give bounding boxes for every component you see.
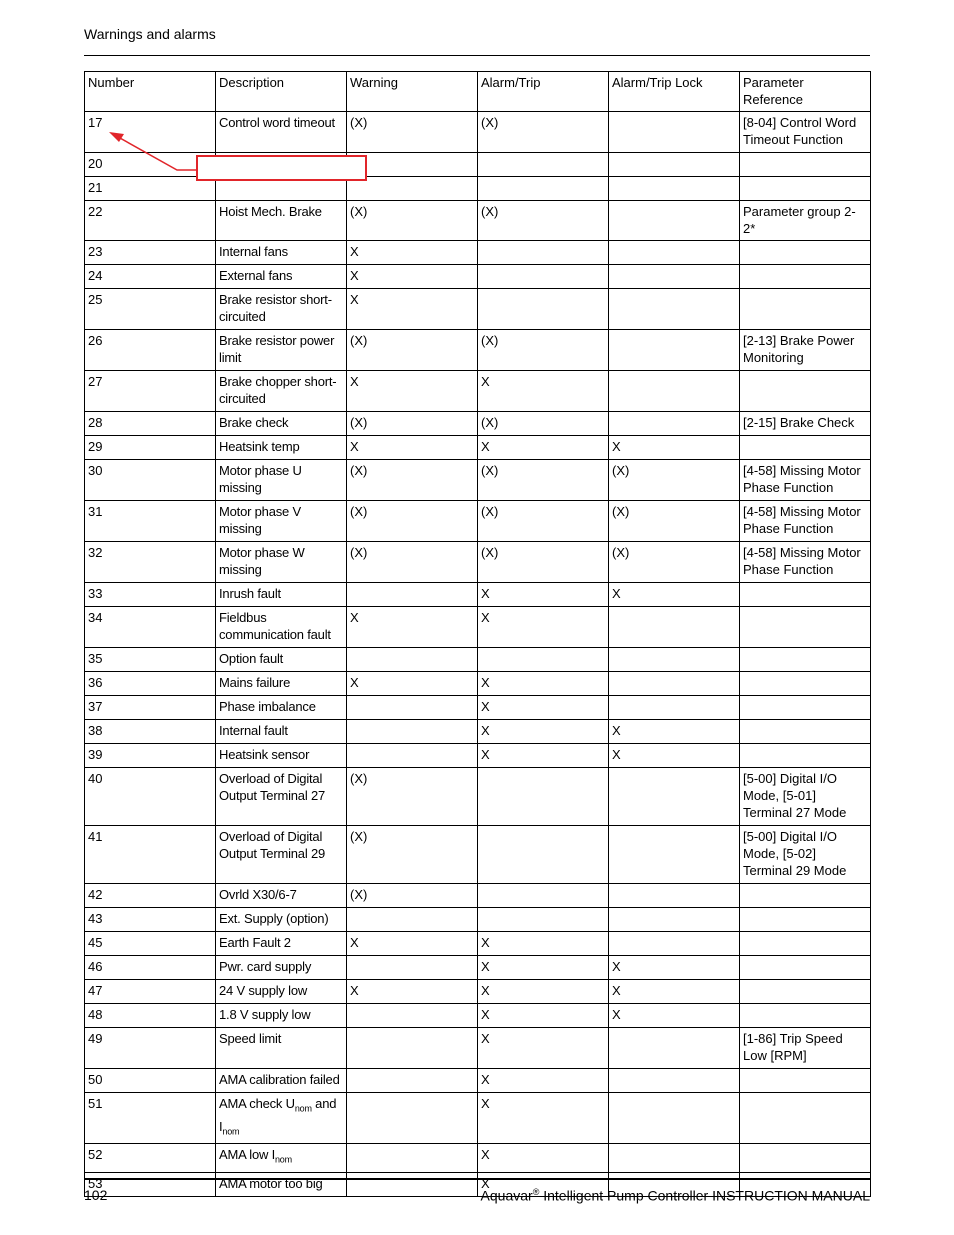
cell-alarm-trip-lock (609, 412, 740, 436)
subscript-text: nom (294, 1103, 312, 1114)
table-row (85, 744, 871, 768)
cell-alarm-trip (478, 177, 609, 201)
cell-alarm-trip: X (478, 696, 609, 720)
cell-alarm-trip (478, 265, 609, 289)
cell-alarm-trip (478, 241, 609, 265)
cell-parameter-reference (740, 583, 871, 607)
table-row (85, 932, 871, 956)
table-row (85, 460, 871, 501)
cell-alarm-trip: (X) (478, 460, 609, 501)
cell-alarm-trip: (X) (478, 330, 609, 371)
cell-parameter-reference: [4-58] Missing Motor Phase Function (740, 460, 871, 501)
table-row (85, 720, 871, 744)
cell-parameter-reference (740, 289, 871, 330)
cell-warning: X (347, 436, 478, 460)
cell-parameter-reference (740, 932, 871, 956)
cell-number: 46 (85, 956, 216, 980)
cell-alarm-trip (478, 908, 609, 932)
cell-warning (347, 1069, 478, 1093)
cell-number: 41 (85, 826, 216, 884)
cell-parameter-reference: [4-58] Missing Motor Phase Function (740, 542, 871, 583)
cell-parameter-reference: [8-04] Control Word Timeout Function (740, 112, 871, 153)
table-row (85, 607, 871, 648)
cell-parameter-reference (740, 265, 871, 289)
cell-parameter-reference (740, 744, 871, 768)
table-row (85, 980, 871, 1004)
table-header-row (85, 72, 871, 112)
cell-parameter-reference (740, 696, 871, 720)
table-row (85, 1004, 871, 1028)
cell-number: 28 (85, 412, 216, 436)
cell-warning: X (347, 980, 478, 1004)
table-row (85, 884, 871, 908)
table-row (85, 1093, 871, 1144)
cell-warning (347, 696, 478, 720)
cell-alarm-trip-lock (609, 330, 740, 371)
cell-number: 35 (85, 648, 216, 672)
table-row (85, 501, 871, 542)
manual-title-prefix: Aquavar (480, 1187, 533, 1204)
cell-alarm-trip-lock (609, 607, 740, 648)
cell-parameter-reference (740, 1093, 871, 1144)
cell-number: 38 (85, 720, 216, 744)
cell-alarm-trip-lock (609, 672, 740, 696)
cell-alarm-trip-lock (609, 112, 740, 153)
cell-parameter-reference (740, 607, 871, 648)
table-row (85, 412, 871, 436)
cell-alarm-trip-lock (609, 371, 740, 412)
manual-title-suffix: Intelligent Pump Controller INSTRUCTION MANUAL (539, 1187, 870, 1204)
cell-description: Option fault (216, 648, 347, 672)
cell-number: 30 (85, 460, 216, 501)
cell-number: 40 (85, 768, 216, 826)
cell-alarm-trip-lock (609, 265, 740, 289)
cell-warning: X (347, 672, 478, 696)
cell-description: Ovrld X30/6-7 (216, 884, 347, 908)
cell-warning: (X) (347, 542, 478, 583)
cell-warning: (X) (347, 112, 478, 153)
cell-alarm-trip-lock: (X) (609, 460, 740, 501)
cell-alarm-trip: X (478, 1028, 609, 1069)
table-row (85, 672, 871, 696)
cell-number: 49 (85, 1028, 216, 1069)
subscript-text: nom (222, 1126, 240, 1137)
cell-parameter-reference (740, 1069, 871, 1093)
cell-description: Brake check (216, 412, 347, 436)
table-body (85, 112, 871, 1197)
cell-alarm-trip-lock (609, 826, 740, 884)
table-row (85, 1069, 871, 1093)
cell-alarm-trip: X (478, 371, 609, 412)
cell-alarm-trip: X (478, 1069, 609, 1093)
cell-warning: (X) (347, 884, 478, 908)
cell-description: Overload of Digital Output Terminal 27 (216, 768, 347, 826)
table-row (85, 265, 871, 289)
cell-warning (347, 1028, 478, 1069)
section-header: Warnings and alarms (84, 26, 216, 42)
cell-number: 22 (85, 201, 216, 241)
cell-alarm-trip-lock (609, 1028, 740, 1069)
cell-number: 23 (85, 241, 216, 265)
cell-alarm-trip: X (478, 1093, 609, 1144)
cell-warning (347, 1172, 478, 1196)
cell-alarm-trip-lock (609, 1069, 740, 1093)
cell-description: Mains failure (216, 672, 347, 696)
cell-alarm-trip: X (478, 720, 609, 744)
cell-alarm-trip-lock (609, 648, 740, 672)
cell-number: 26 (85, 330, 216, 371)
cell-description: Phase imbalance (216, 696, 347, 720)
cell-number: 36 (85, 672, 216, 696)
table-row (85, 112, 871, 153)
cell-alarm-trip: (X) (478, 201, 609, 241)
cell-alarm-trip: X (478, 1004, 609, 1028)
cell-alarm-trip-lock (609, 289, 740, 330)
cell-number: 34 (85, 607, 216, 648)
cell-number: 45 (85, 932, 216, 956)
cell-warning (347, 908, 478, 932)
cell-alarm-trip: (X) (478, 112, 609, 153)
cell-alarm-trip: X (478, 583, 609, 607)
cell-alarm-trip: X (478, 607, 609, 648)
cell-parameter-reference (740, 436, 871, 460)
cell-alarm-trip: X (478, 956, 609, 980)
table-row (85, 289, 871, 330)
cell-alarm-trip-lock: X (609, 980, 740, 1004)
cell-alarm-trip (478, 289, 609, 330)
cell-alarm-trip-lock (609, 241, 740, 265)
cell-warning (347, 583, 478, 607)
cell-alarm-trip-lock (609, 1144, 740, 1173)
cell-description: Fieldbus communication fault (216, 607, 347, 648)
table-row (85, 908, 871, 932)
cell-alarm-trip: (X) (478, 412, 609, 436)
column-header-alarm-trip: Alarm/Trip (478, 72, 609, 112)
cell-alarm-trip (478, 768, 609, 826)
cell-number: 51 (85, 1093, 216, 1144)
cell-parameter-reference (740, 980, 871, 1004)
cell-description: Earth Fault 2 (216, 932, 347, 956)
cell-description: Motor phase U missing (216, 460, 347, 501)
cell-description: Ext. Supply (option) (216, 908, 347, 932)
table-row (85, 648, 871, 672)
cell-alarm-trip-lock (609, 884, 740, 908)
cell-warning: X (347, 371, 478, 412)
cell-number: 33 (85, 583, 216, 607)
cell-number: 47 (85, 980, 216, 1004)
cell-number: 24 (85, 265, 216, 289)
cell-description: Brake resistor power limit (216, 330, 347, 371)
cell-alarm-trip-lock: (X) (609, 542, 740, 583)
cell-warning (347, 744, 478, 768)
table-row (85, 1144, 871, 1173)
cell-description: Inrush fault (216, 583, 347, 607)
cell-parameter-reference (740, 672, 871, 696)
cell-alarm-trip-lock (609, 696, 740, 720)
cell-number: 20 (85, 153, 216, 177)
cell-description: Heatsink sensor (216, 744, 347, 768)
cell-warning: X (347, 289, 478, 330)
table-row (85, 1028, 871, 1069)
table-row (85, 201, 871, 241)
table-row (85, 956, 871, 980)
cell-description: Hoist Mech. Brake (216, 201, 347, 241)
cell-parameter-reference (740, 648, 871, 672)
cell-warning (347, 1093, 478, 1144)
cell-parameter-reference (740, 908, 871, 932)
cell-alarm-trip: X (478, 980, 609, 1004)
cell-description: Brake chopper short-circuited (216, 371, 347, 412)
cell-alarm-trip-lock: X (609, 744, 740, 768)
cell-parameter-reference: [2-13] Brake Power Monitoring (740, 330, 871, 371)
cell-description: Internal fans (216, 241, 347, 265)
cell-description: Pwr. card supply (216, 956, 347, 980)
cell-alarm-trip-lock (609, 177, 740, 201)
cell-parameter-reference (740, 371, 871, 412)
cell-number: 39 (85, 744, 216, 768)
description-text: and I (219, 1096, 337, 1134)
cell-alarm-trip-lock (609, 201, 740, 241)
cell-alarm-trip-lock (609, 908, 740, 932)
cell-warning (347, 1144, 478, 1173)
cell-warning: (X) (347, 501, 478, 542)
cell-warning: (X) (347, 330, 478, 371)
table-row (85, 583, 871, 607)
cell-description: Brake resistor short-circuited (216, 289, 347, 330)
cell-alarm-trip-lock (609, 1093, 740, 1144)
cell-description (216, 1144, 347, 1173)
cell-description (216, 1093, 347, 1144)
cell-number: 32 (85, 542, 216, 583)
footer-rule (84, 1178, 870, 1180)
cell-number: 53 (85, 1172, 216, 1196)
cell-warning: (X) (347, 412, 478, 436)
cell-parameter-reference: [5-00] Digital I/O Mode, [5-01] Terminal 27 Mode (740, 768, 871, 826)
cell-description: Heatsink temp (216, 436, 347, 460)
cell-warning (347, 648, 478, 672)
cell-alarm-trip (478, 884, 609, 908)
cell-number: 52 (85, 1144, 216, 1173)
cell-description: Control word timeout (216, 112, 347, 153)
cell-parameter-reference: [1-86] Trip Speed Low [RPM] (740, 1028, 871, 1069)
cell-alarm-trip: (X) (478, 501, 609, 542)
table-row (85, 241, 871, 265)
cell-number: 25 (85, 289, 216, 330)
cell-alarm-trip (478, 153, 609, 177)
column-header-alarm-trip-lock: Alarm/Trip Lock (609, 72, 740, 112)
description-text: AMA check U (219, 1096, 295, 1111)
cell-alarm-trip-lock (609, 768, 740, 826)
cell-warning: (X) (347, 201, 478, 241)
cell-description: Motor phase W missing (216, 542, 347, 583)
cell-number: 21 (85, 177, 216, 201)
cell-alarm-trip (478, 826, 609, 884)
cell-description: Internal fault (216, 720, 347, 744)
cell-warning: X (347, 932, 478, 956)
cell-description: Speed limit (216, 1028, 347, 1069)
cell-alarm-trip-lock: X (609, 720, 740, 744)
registered-mark: ® (532, 1187, 540, 1197)
cell-number: 43 (85, 908, 216, 932)
cell-alarm-trip-lock: (X) (609, 501, 740, 542)
cell-parameter-reference (740, 153, 871, 177)
page-number: 102 (84, 1187, 108, 1203)
cell-description: AMA motor too big (216, 1172, 347, 1196)
cell-warning: (X) (347, 460, 478, 501)
cell-parameter-reference: [4-58] Missing Motor Phase Function (740, 501, 871, 542)
cell-alarm-trip: X (478, 1144, 609, 1173)
cell-number: 48 (85, 1004, 216, 1028)
cell-alarm-trip-lock: X (609, 436, 740, 460)
column-header-number: Number (85, 72, 216, 112)
cell-parameter-reference (740, 884, 871, 908)
cell-alarm-trip: X (478, 1172, 609, 1196)
manual-title (481, 1187, 870, 1204)
table-row (85, 696, 871, 720)
table-row (85, 542, 871, 583)
cell-alarm-trip-lock: X (609, 583, 740, 607)
cell-alarm-trip-lock: X (609, 956, 740, 980)
column-header-description: Description (216, 72, 347, 112)
cell-parameter-reference (740, 177, 871, 201)
cell-number: 42 (85, 884, 216, 908)
cell-number: 27 (85, 371, 216, 412)
cell-parameter-reference (740, 956, 871, 980)
cell-warning (347, 1004, 478, 1028)
cell-description: 1.8 V supply low (216, 1004, 347, 1028)
table-row (85, 826, 871, 884)
cell-description: Motor phase V missing (216, 501, 347, 542)
cell-number: 17 (85, 112, 216, 153)
cell-warning (347, 720, 478, 744)
cell-parameter-reference (740, 1144, 871, 1173)
cell-description: AMA calibration failed (216, 1069, 347, 1093)
cell-alarm-trip-lock: X (609, 1004, 740, 1028)
table-row (85, 768, 871, 826)
table-row (85, 371, 871, 412)
cell-number: 31 (85, 501, 216, 542)
cell-alarm-trip (478, 648, 609, 672)
cell-alarm-trip: X (478, 744, 609, 768)
warnings-alarms-table (84, 71, 871, 1197)
table-row (85, 436, 871, 460)
column-header-parameter-reference: Parameter Reference (740, 72, 871, 112)
cell-parameter-reference: Parameter group 2-2* (740, 201, 871, 241)
cell-warning: X (347, 265, 478, 289)
cell-alarm-trip: X (478, 672, 609, 696)
description-text: AMA low I (219, 1147, 275, 1163)
header-rule (84, 55, 870, 56)
column-header-warning: Warning (347, 72, 478, 112)
cell-number: 29 (85, 436, 216, 460)
cell-alarm-trip-lock (609, 153, 740, 177)
cell-parameter-reference: [2-15] Brake Check (740, 412, 871, 436)
table-row (85, 330, 871, 371)
cell-description: External fans (216, 265, 347, 289)
cell-alarm-trip: X (478, 932, 609, 956)
cell-parameter-reference (740, 720, 871, 744)
cell-number: 50 (85, 1069, 216, 1093)
cell-alarm-trip-lock (609, 932, 740, 956)
cell-alarm-trip: (X) (478, 542, 609, 583)
cell-parameter-reference (740, 241, 871, 265)
subscript-text: nom (275, 1154, 292, 1165)
cell-warning: X (347, 241, 478, 265)
cell-description: 24 V supply low (216, 980, 347, 1004)
cell-alarm-trip: X (478, 436, 609, 460)
cell-description: Overload of Digital Output Terminal 29 (216, 826, 347, 884)
cell-number: 37 (85, 696, 216, 720)
cell-warning (347, 956, 478, 980)
callout-highlight-box (196, 155, 367, 181)
cell-parameter-reference: [5-00] Digital I/O Mode, [5-02] Terminal 29 Mode (740, 826, 871, 884)
cell-warning: X (347, 607, 478, 648)
cell-parameter-reference (740, 1004, 871, 1028)
cell-warning: (X) (347, 826, 478, 884)
cell-warning: (X) (347, 768, 478, 826)
